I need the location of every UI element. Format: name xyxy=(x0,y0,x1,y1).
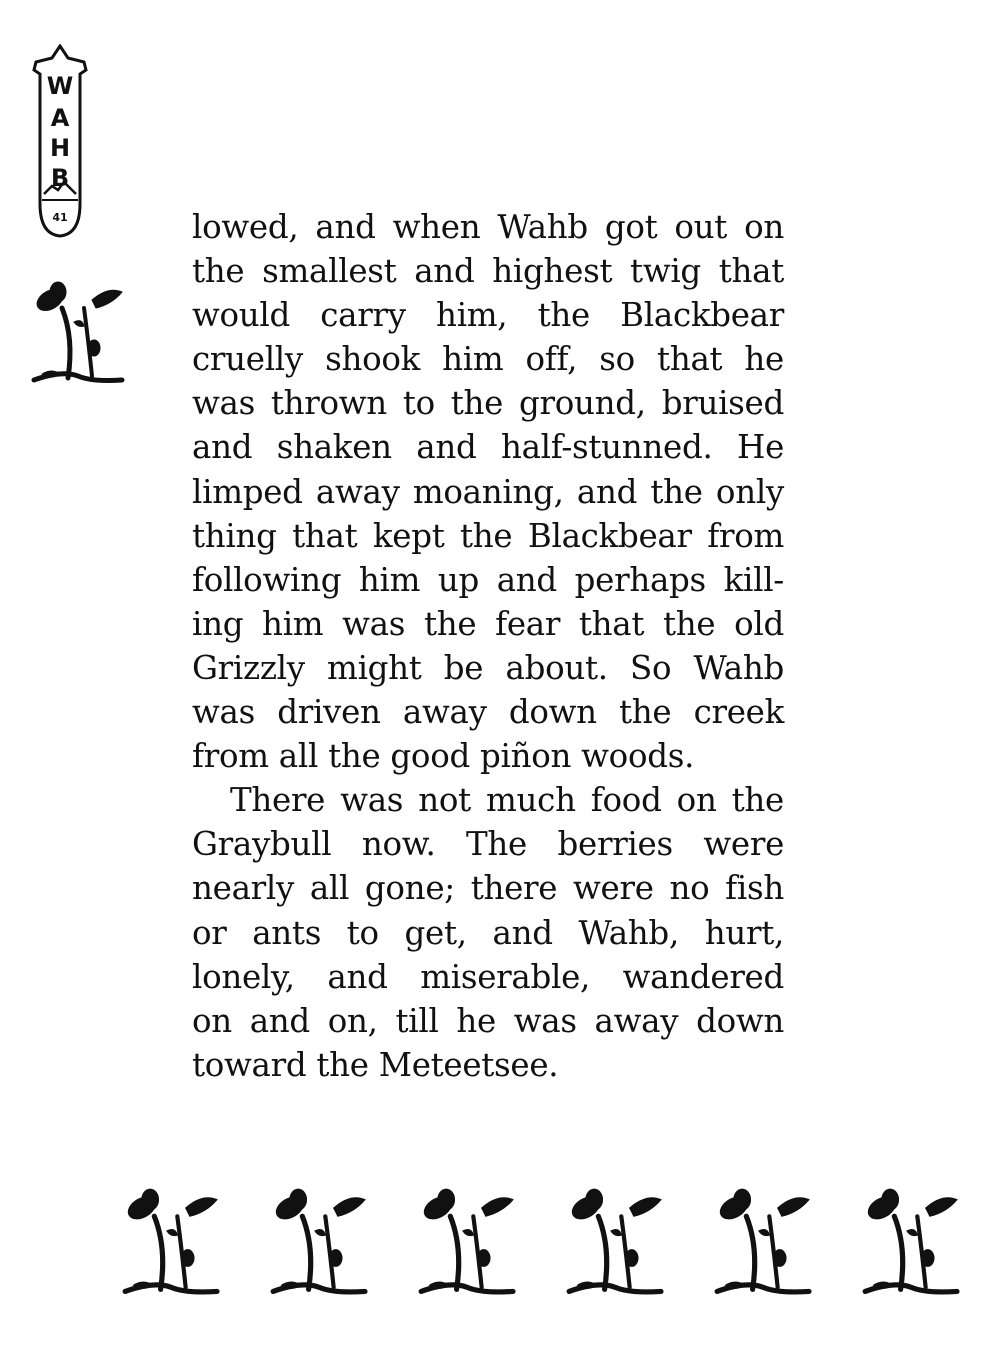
footer-ornament xyxy=(850,1185,970,1305)
sapling-ornament-icon xyxy=(22,278,132,393)
page-number: 41 xyxy=(52,211,68,224)
footer-ornament xyxy=(702,1185,822,1305)
text-line: on and on, till he was away down xyxy=(192,1001,784,1040)
text-line: cruelly shook him off, so that he xyxy=(192,340,784,379)
text-line: There was not much food on the xyxy=(230,781,784,820)
footer-ornament xyxy=(406,1185,526,1305)
text-line: ing him was the fear that the old xyxy=(192,604,784,643)
sapling-ornament-icon xyxy=(110,1185,230,1305)
text-line: the smallest and highest twig that xyxy=(192,252,784,291)
body-text xyxy=(192,205,784,1087)
text-line: Grizzly might be about. So Wahb xyxy=(192,648,784,687)
sapling-ornament-icon xyxy=(850,1185,970,1305)
sapling-ornament-icon xyxy=(702,1185,822,1305)
text-line: was driven away down the creek xyxy=(192,693,784,732)
footer-ornament xyxy=(258,1185,378,1305)
text-line: lowed, and when Wahb got out on xyxy=(192,208,784,246)
shield-letter-h: H xyxy=(49,134,71,162)
text-line: toward the Meteetsee. xyxy=(192,1045,559,1084)
text-line: would carry him, the Blackbear xyxy=(192,296,784,335)
shield-letter-a: A xyxy=(50,104,70,132)
sapling-ornament-icon xyxy=(406,1185,526,1305)
footer-ornament xyxy=(110,1185,230,1305)
shield-letter-w: W xyxy=(46,72,74,100)
sapling-ornament-icon xyxy=(554,1185,674,1305)
paragraph-2 xyxy=(192,778,784,1087)
text-line: limped away moaning, and the only xyxy=(192,472,784,511)
text-line: thing that kept the Blackbear from xyxy=(192,516,784,555)
running-title-shield xyxy=(24,44,96,244)
footer-ornament xyxy=(554,1185,674,1305)
text-line: was thrown to the ground, bruised xyxy=(192,384,784,423)
paragraph-1 xyxy=(192,205,784,778)
text-line: or ants to get, and Wahb, hurt, xyxy=(192,913,784,952)
text-line: nearly all gone; there were no fish xyxy=(192,869,784,908)
text-line: from all the good piñon woods. xyxy=(192,737,695,776)
side-ornament xyxy=(22,278,132,393)
text-line: and shaken and half-stunned. He xyxy=(192,428,784,467)
sapling-ornament-icon xyxy=(258,1185,378,1305)
text-line: following him up and perhaps kill- xyxy=(192,560,784,599)
text-line: Graybull now. The berries were xyxy=(192,825,784,864)
text-line: lonely, and miserable, wandered xyxy=(192,957,784,996)
shield-letter-b: B xyxy=(50,164,70,192)
footer-ornament-row xyxy=(110,1185,990,1310)
